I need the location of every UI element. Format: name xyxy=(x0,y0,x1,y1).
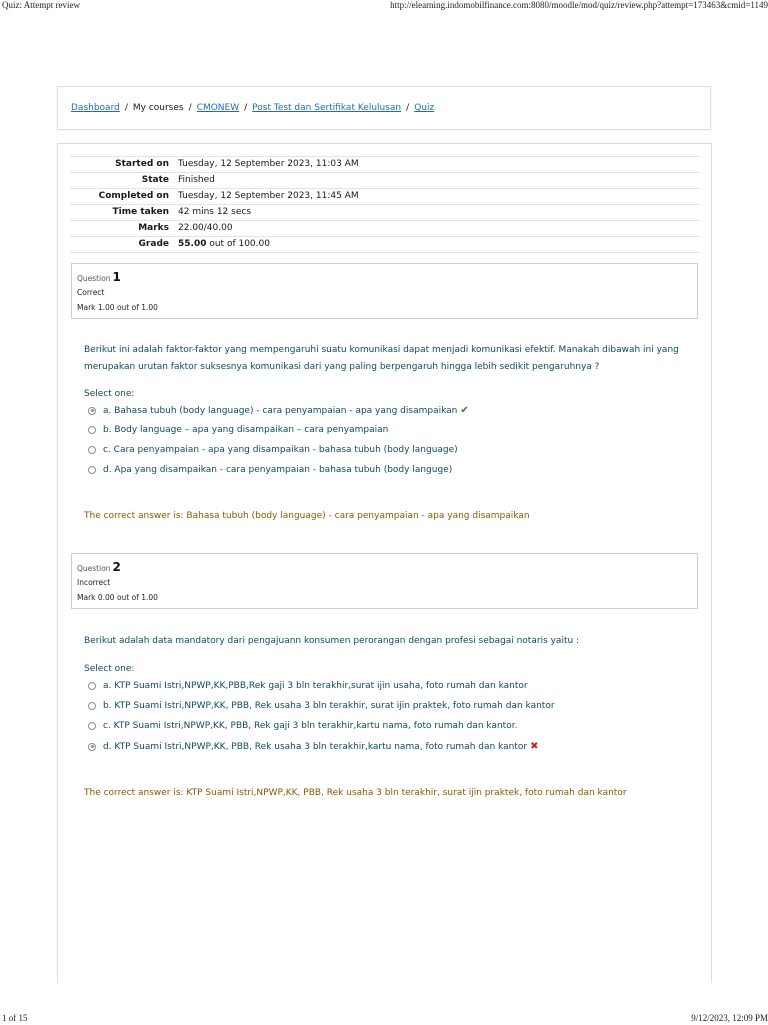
option-label: c. Cara penyampaian - apa yang disampaikan - bahasa tubuh (body language) xyxy=(103,445,458,455)
summary-row-completed xyxy=(70,189,699,205)
radio-button[interactable] xyxy=(88,743,96,751)
marks-label: Marks xyxy=(70,221,178,237)
radio-button[interactable] xyxy=(88,426,96,434)
question-2-option-d[interactable] xyxy=(88,741,538,752)
cross-icon: ✖ xyxy=(530,741,539,752)
option-label: d. Apa yang disampaikan - cara penyampaian - bahasa tubuh (body languge) xyxy=(103,465,453,475)
radio-button[interactable] xyxy=(88,407,96,415)
print-title: Quiz: Attempt review xyxy=(2,0,80,10)
question-2-info xyxy=(71,553,698,609)
question-1-text: Berikut ini adalah faktor-faktor yang mempengaruhi suatu komunikasi dapat menjadi komunikasi efektif. Manakah dibawah ini yang merupakan urutan faktor suksesnya komunikasi dari yang paling berpengaruh hingga lebih sedikit pengaruhnya ? xyxy=(84,345,679,372)
time-taken-label: Time taken xyxy=(70,205,178,221)
print-url: http://elearning.indomobilfinance.com:8080/moodle/mod/quiz/review.php?attempt=173463&cmid=1149 xyxy=(390,0,768,10)
question-1-option-a[interactable] xyxy=(88,405,469,416)
question-label: Question xyxy=(77,274,111,283)
breadcrumb-separator: / xyxy=(244,103,248,113)
option-label: b. KTP Suami Istri,NPWP,KK, PBB, Rek usaha 3 bln terakhir, surat ijin praktek, foto rumah dan kantor xyxy=(103,701,555,711)
summary-row-started xyxy=(70,157,699,173)
summary-row-time-taken xyxy=(70,205,699,221)
summary-row-grade xyxy=(70,237,699,253)
summary-row-marks xyxy=(70,221,699,237)
state-label: State xyxy=(70,173,178,189)
question-number: 2 xyxy=(112,560,121,574)
breadcrumb-course-link[interactable]: CMONEW xyxy=(196,103,240,113)
radio-button[interactable] xyxy=(88,702,96,710)
question-label: Question xyxy=(77,564,111,573)
radio-button[interactable] xyxy=(88,446,96,454)
question-number: 1 xyxy=(112,270,121,284)
state-value: Finished xyxy=(178,173,699,189)
option-label: c. KTP Suami Istri,NPWP,KK, PBB, Rek gaji 3 bln terakhir,kartu nama, foto rumah dan kantor. xyxy=(103,721,518,731)
question-2-feedback: The correct answer is: KTP Suami Istri,NPWP,KK, PBB, Rek usaha 3 bln terakhir, surat ijin praktek, foto rumah dan kantor xyxy=(84,788,627,798)
question-mark: Mark 1.00 out of 1.00 xyxy=(77,303,158,312)
question-2-text: Berikut adalah data mandatory dari pengajuann konsumen perorangan dengan profesi sebagai notaris yaitu : xyxy=(84,636,580,646)
question-state: Correct xyxy=(77,288,105,297)
question-2-select-label: Select one: xyxy=(84,664,135,674)
grade-value xyxy=(178,237,699,253)
question-1-option-c[interactable] xyxy=(88,445,458,455)
marks-value: 22.00/40.00 xyxy=(178,221,699,237)
question-state: Incorrect xyxy=(77,578,111,587)
completed-on-label: Completed on xyxy=(70,189,178,205)
grade-score: 55.00 xyxy=(178,239,207,249)
question-1-option-d[interactable] xyxy=(88,465,452,475)
breadcrumb-separator: / xyxy=(406,103,410,113)
print-footer xyxy=(0,1013,768,1025)
attempt-summary-table xyxy=(70,156,699,253)
breadcrumb-my-courses: My courses xyxy=(132,103,184,113)
print-header xyxy=(0,0,768,12)
summary-row-state xyxy=(70,173,699,189)
question-2-option-b[interactable] xyxy=(88,701,555,711)
check-icon: ✔ xyxy=(460,405,469,416)
question-mark: Mark 0.00 out of 1.00 xyxy=(77,593,158,602)
breadcrumb-quiz-link[interactable]: Quiz xyxy=(414,103,435,113)
grade-label: Grade xyxy=(70,237,178,253)
question-1-info xyxy=(71,263,698,319)
question-2-option-c[interactable] xyxy=(88,721,517,731)
breadcrumb-section-link[interactable]: Post Test dan Sertifikat Kelulusan xyxy=(252,103,402,113)
started-on-label: Started on xyxy=(70,157,178,173)
question-1-option-b[interactable] xyxy=(88,425,388,435)
started-on-value: Tuesday, 12 September 2023, 11:03 AM xyxy=(178,157,699,173)
breadcrumb-separator: / xyxy=(124,103,128,113)
question-1-select-label: Select one: xyxy=(84,389,135,399)
grade-suffix: out of 100.00 xyxy=(209,239,270,249)
breadcrumb-separator: / xyxy=(188,103,192,113)
print-datetime: 9/12/2023, 12:09 PM xyxy=(691,1013,768,1023)
time-taken-value: 42 mins 12 secs xyxy=(178,205,699,221)
option-label: a. Bahasa tubuh (body language) - cara penyampaian - apa yang disampaikan xyxy=(103,405,458,416)
radio-button[interactable] xyxy=(88,682,96,690)
breadcrumb xyxy=(57,86,711,130)
breadcrumb-dashboard-link[interactable]: Dashboard xyxy=(71,103,120,113)
option-label: d. KTP Suami Istri,NPWP,KK, PBB, Rek usaha 3 bln terakhir,kartu nama, foto rumah dan kantor xyxy=(103,741,528,752)
radio-button[interactable] xyxy=(88,466,96,474)
completed-on-value: Tuesday, 12 September 2023, 11:45 AM xyxy=(178,189,699,205)
option-label: a. KTP Suami Istri,NPWP,KK,PBB,Rek gaji 3 bln terakhir,surat ijin usaha, foto rumah dan kantor xyxy=(103,681,528,691)
question-2-option-a[interactable] xyxy=(88,681,528,691)
option-label: b. Body language – apa yang disampaikan – cara penyampaian xyxy=(103,425,389,435)
radio-button[interactable] xyxy=(88,722,96,730)
question-1-feedback: The correct answer is: Bahasa tubuh (body language) - cara penyampaian - apa yang disampaikan xyxy=(84,511,530,521)
print-page-number: 1 of 15 xyxy=(2,1013,28,1023)
